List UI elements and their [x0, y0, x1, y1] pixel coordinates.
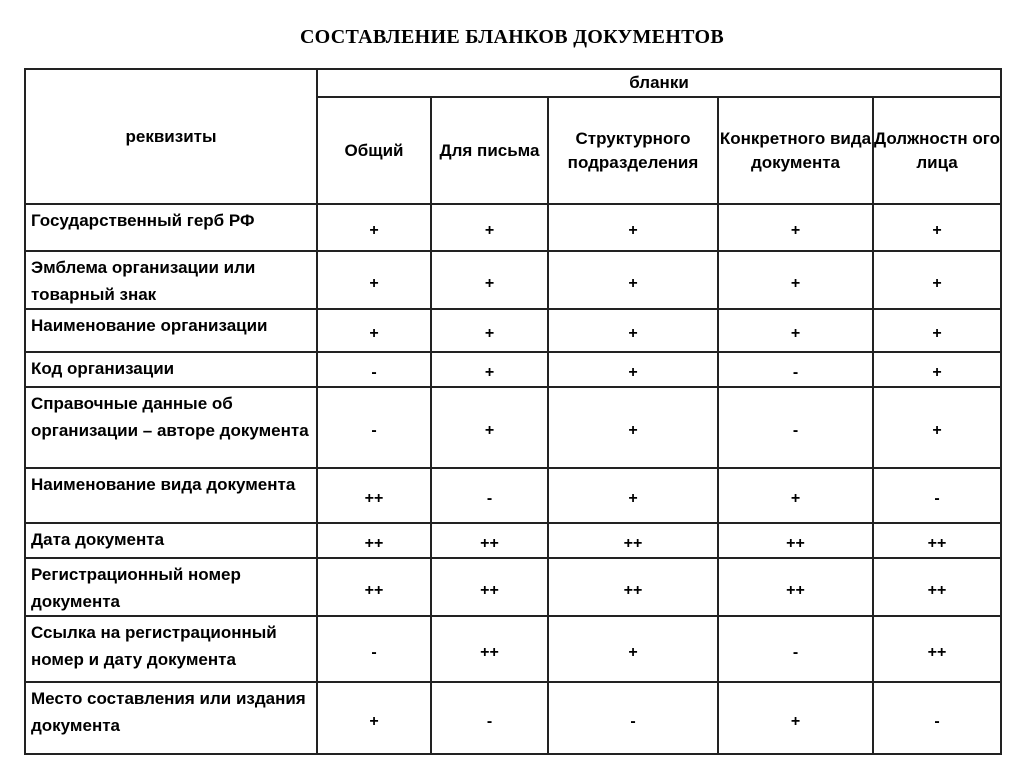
cell-value: -: [317, 352, 431, 387]
row-label: Справочные данные об организации – авторе документа: [25, 387, 317, 468]
cell-value: ++: [317, 558, 431, 616]
row-header: реквизиты: [25, 69, 317, 204]
cell-value: ++: [431, 558, 548, 616]
column-header: Должностн ого лица: [873, 97, 1001, 204]
cell-value: +: [873, 204, 1001, 251]
cell-value: -: [718, 387, 873, 468]
row-label: Наименование организации: [25, 309, 317, 352]
row-label: Государственный герб РФ: [25, 204, 317, 251]
column-header: Конкретного вида документа: [718, 97, 873, 204]
row-label: Код организации: [25, 352, 317, 387]
cell-value: +: [431, 251, 548, 309]
cell-value: ++: [431, 616, 548, 682]
cell-value: +: [718, 468, 873, 523]
table-row: [25, 352, 1001, 387]
table-row: [25, 468, 1001, 523]
cell-value: +: [317, 309, 431, 352]
table-row: [25, 558, 1001, 616]
table-row: [25, 523, 1001, 558]
cell-value: +: [718, 309, 873, 352]
page-title: СОСТАВЛЕНИЕ БЛАНКОВ ДОКУМЕНТОВ: [299, 26, 725, 48]
row-label: Дата документа: [25, 523, 317, 558]
cell-value: -: [317, 387, 431, 468]
cell-value: +: [317, 251, 431, 309]
cell-value: +: [718, 682, 873, 754]
cell-value: ++: [718, 523, 873, 558]
cell-value: -: [873, 682, 1001, 754]
cell-value: ++: [873, 523, 1001, 558]
table-row: [25, 309, 1001, 352]
cell-value: -: [873, 468, 1001, 523]
cell-value: ++: [548, 523, 718, 558]
cell-value: ++: [548, 558, 718, 616]
cell-value: ++: [317, 468, 431, 523]
column-header: Структурного подразделения: [548, 97, 718, 204]
table-row: [25, 251, 1001, 309]
cell-value: +: [718, 204, 873, 251]
table-row: [25, 204, 1001, 251]
cell-value: ++: [873, 616, 1001, 682]
cell-value: ++: [317, 523, 431, 558]
cell-value: +: [317, 682, 431, 754]
cell-value: +: [548, 251, 718, 309]
cell-value: -: [431, 468, 548, 523]
cell-value: +: [548, 352, 718, 387]
table-row: [25, 387, 1001, 468]
cell-value: +: [548, 309, 718, 352]
cell-value: ++: [873, 558, 1001, 616]
cell-value: -: [718, 616, 873, 682]
cell-value: ++: [718, 558, 873, 616]
row-label: Регистрационный номер документа: [25, 558, 317, 616]
cell-value: +: [548, 616, 718, 682]
cell-value: -: [548, 682, 718, 754]
cell-value: +: [873, 352, 1001, 387]
cell-value: +: [317, 204, 431, 251]
cell-value: -: [317, 616, 431, 682]
cell-value: +: [873, 387, 1001, 468]
cell-value: +: [548, 387, 718, 468]
row-label: Эмблема организации или товарный знак: [25, 251, 317, 309]
row-label: Ссылка на регистрационный номер и дату документа: [25, 616, 317, 682]
cell-value: +: [873, 251, 1001, 309]
cell-value: +: [431, 204, 548, 251]
table-row: [25, 682, 1001, 754]
cell-value: +: [548, 468, 718, 523]
table-row: [25, 616, 1001, 682]
cell-value: -: [718, 352, 873, 387]
cell-value: +: [718, 251, 873, 309]
requisites-table: [24, 68, 1002, 755]
column-header: Для письма: [431, 97, 548, 204]
cell-value: -: [431, 682, 548, 754]
row-label: Наименование вида документа: [25, 468, 317, 523]
cell-value: +: [431, 387, 548, 468]
group-header: бланки: [317, 69, 1001, 97]
cell-value: +: [548, 204, 718, 251]
column-header: Общий: [317, 97, 431, 204]
cell-value: +: [873, 309, 1001, 352]
cell-value: +: [431, 352, 548, 387]
row-label: Место составления или издания документа: [25, 682, 317, 754]
cell-value: ++: [431, 523, 548, 558]
cell-value: +: [431, 309, 548, 352]
